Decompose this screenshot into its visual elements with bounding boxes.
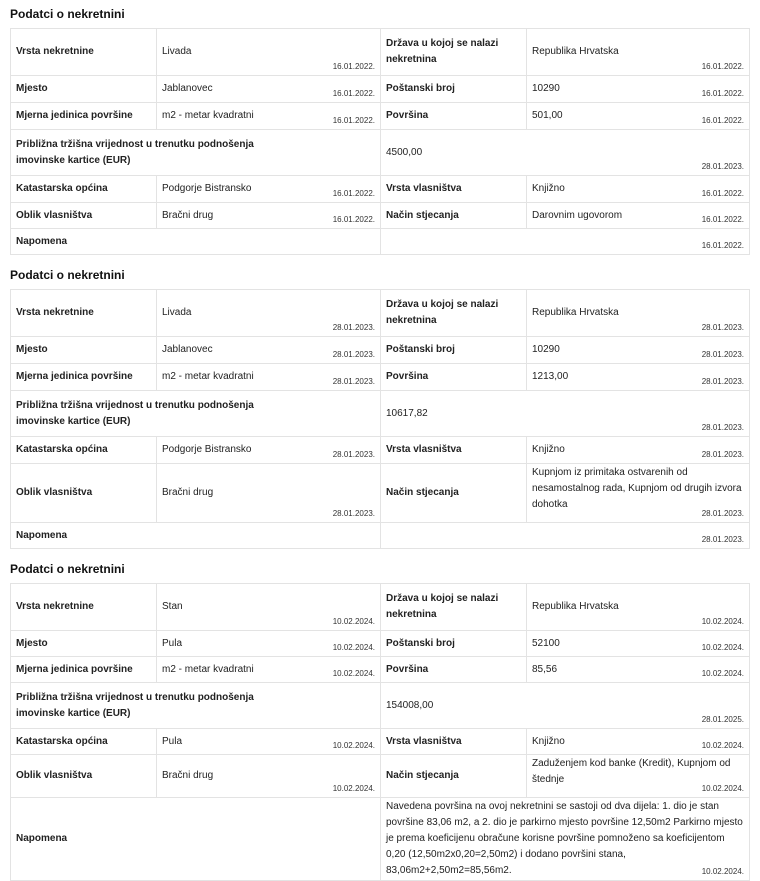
- field-date: 28.01.2023.: [701, 323, 744, 332]
- field-value: Bračni drug 16.01.2022.: [157, 203, 381, 229]
- field-date: 10.02.2024.: [332, 741, 375, 750]
- field-label: Površina: [381, 103, 527, 130]
- field-value: Knjižno 10.02.2024.: [527, 729, 750, 755]
- field-value: 85,56 10.02.2024.: [527, 657, 750, 683]
- field-date: 28.01.2023.: [701, 350, 744, 359]
- field-value: Zaduženjem kod banke (Kredit), Kupnjom od štednje 10.02.2024.: [527, 755, 750, 798]
- field-value: Podgorje Bistransko 16.01.2022.: [157, 176, 381, 203]
- field-date: 28.01.2023.: [701, 377, 744, 386]
- field-value: m2 - metar kvadratni 10.02.2024.: [157, 657, 381, 683]
- field-label: Površina: [381, 364, 527, 391]
- field-value: Jablanovec 16.01.2022.: [157, 76, 381, 103]
- field-label: Poštanski broj: [381, 337, 527, 364]
- property-table: [10, 28, 750, 255]
- field-value: Livada 16.01.2022.: [157, 29, 381, 76]
- field-label: Vrsta vlasništva: [381, 176, 527, 203]
- field-label: Mjerna jedinica površine: [11, 103, 157, 130]
- field-date: 10.02.2024.: [701, 617, 744, 626]
- table-row: [11, 755, 750, 798]
- field-label: Način stjecanja: [381, 755, 527, 798]
- field-value: Livada 28.01.2023.: [157, 290, 381, 337]
- field-date: 16.01.2022.: [701, 215, 744, 224]
- table-row: [11, 130, 750, 176]
- table-row: [11, 29, 750, 76]
- section-title: Podatci o nekretnini: [10, 268, 125, 282]
- field-date: 16.01.2022.: [701, 189, 744, 198]
- field-value: Stan 10.02.2024.: [157, 584, 381, 631]
- field-value: 10290 28.01.2023.: [527, 337, 750, 364]
- field-date: 16.01.2022.: [701, 89, 744, 98]
- field-value: 501,00 16.01.2022.: [527, 103, 750, 130]
- field-date: 10.02.2024.: [701, 669, 744, 678]
- field-label: Mjesto: [11, 631, 157, 657]
- table-row: [11, 337, 750, 364]
- field-label: Napomena: [11, 798, 381, 881]
- field-value: 1213,00 28.01.2023.: [527, 364, 750, 391]
- field-label: Napomena: [11, 523, 381, 549]
- field-value: m2 - metar kvadratni 28.01.2023.: [157, 364, 381, 391]
- field-date: 16.01.2022.: [701, 241, 744, 250]
- table-row: [11, 729, 750, 755]
- field-label: Vrsta vlasništva: [381, 729, 527, 755]
- field-label: Približna tržišna vrijednost u trenutku podnošenja imovinske kartice (EUR): [11, 683, 381, 729]
- table-row: [11, 391, 750, 437]
- field-value: Navedena površina na ovoj nekretnini se sastoji od dva dijela: 1. dio je stan površine 83,06 m2, a 2. dio je parkirno mjesto površine 12,50m2 Parkirno mjesto je prema koeficijenu obračune korisne površine pomnoženo sa koeficijentom 0,20 (12,50m2x0,20=2,50m2) i dodano površini stana, 83,06m2+2,50m2=85,56m2. 10.02.2024.: [381, 798, 750, 881]
- field-value: 154008,00 28.01.2025.: [381, 683, 750, 729]
- table-row: [11, 584, 750, 631]
- field-label: Poštanski broj: [381, 76, 527, 103]
- table-row: [11, 523, 750, 549]
- field-date: 28.01.2023.: [701, 423, 744, 432]
- table-row: [11, 437, 750, 464]
- table-row: [11, 464, 750, 523]
- field-label: Mjerna jedinica površine: [11, 364, 157, 391]
- field-date: 28.01.2023.: [332, 323, 375, 332]
- property-table: [10, 289, 750, 549]
- property-section: [10, 0, 750, 255]
- field-label: Površina: [381, 657, 527, 683]
- field-label: Država u kojoj se nalazi nekretnina: [381, 290, 527, 337]
- table-row: [11, 290, 750, 337]
- field-value: Republika Hrvatska 28.01.2023.: [527, 290, 750, 337]
- field-date: 16.01.2022.: [332, 62, 375, 71]
- section-title: Podatci o nekretnini: [10, 7, 125, 21]
- table-row: [11, 103, 750, 130]
- field-label: Vrsta nekretnine: [11, 29, 157, 76]
- field-date: 28.01.2023.: [701, 535, 744, 544]
- section-title: Podatci o nekretnini: [10, 562, 125, 576]
- property-table: [10, 583, 750, 881]
- field-date: 28.01.2023.: [701, 509, 744, 518]
- field-date: 28.01.2023.: [332, 350, 375, 359]
- field-label: Oblik vlasništva: [11, 203, 157, 229]
- field-value: Jablanovec 28.01.2023.: [157, 337, 381, 364]
- field-value: [381, 523, 750, 549]
- field-date: 10.02.2024.: [332, 669, 375, 678]
- field-value: Podgorje Bistransko 28.01.2023.: [157, 437, 381, 464]
- field-label: Država u kojoj se nalazi nekretnina: [381, 29, 527, 76]
- field-date: 28.01.2023.: [332, 450, 375, 459]
- field-label: Poštanski broj: [381, 631, 527, 657]
- table-row: [11, 364, 750, 391]
- field-label: Način stjecanja: [381, 203, 527, 229]
- field-date: 16.01.2022.: [332, 215, 375, 224]
- field-date: 16.01.2022.: [332, 89, 375, 98]
- field-date: 10.02.2024.: [701, 867, 744, 876]
- table-row: [11, 798, 750, 881]
- field-value: 10617,82 28.01.2023.: [381, 391, 750, 437]
- field-value: m2 - metar kvadratni 16.01.2022.: [157, 103, 381, 130]
- table-row: [11, 229, 750, 255]
- field-date: 28.01.2023.: [701, 450, 744, 459]
- field-date: 28.01.2023.: [332, 377, 375, 386]
- field-label: Napomena: [11, 229, 381, 255]
- field-label: Mjesto: [11, 337, 157, 364]
- field-date: 10.02.2024.: [332, 784, 375, 793]
- field-date: 10.02.2024.: [332, 643, 375, 652]
- field-value: Bračni drug 10.02.2024.: [157, 755, 381, 798]
- field-date: 16.01.2022.: [701, 116, 744, 125]
- field-value: 52100 10.02.2024.: [527, 631, 750, 657]
- field-label: Katastarska općina: [11, 729, 157, 755]
- field-date: 28.01.2023.: [701, 162, 744, 171]
- field-date: 16.01.2022.: [332, 116, 375, 125]
- field-label: Način stjecanja: [381, 464, 527, 523]
- field-date: 28.01.2025.: [701, 715, 744, 724]
- field-label: Vrsta nekretnine: [11, 290, 157, 337]
- property-section: [10, 267, 750, 549]
- table-row: [11, 657, 750, 683]
- table-row: [11, 683, 750, 729]
- field-date: 10.02.2024.: [701, 741, 744, 750]
- field-value: Republika Hrvatska 10.02.2024.: [527, 584, 750, 631]
- field-value: Knjižno 28.01.2023.: [527, 437, 750, 464]
- table-row: [11, 76, 750, 103]
- field-label: Vrsta nekretnine: [11, 584, 157, 631]
- field-value: Knjižno 16.01.2022.: [527, 176, 750, 203]
- field-value: Bračni drug 28.01.2023.: [157, 464, 381, 523]
- field-label: Približna tržišna vrijednost u trenutku podnošenja imovinske kartice (EUR): [11, 130, 381, 176]
- field-value: [381, 229, 750, 255]
- table-row: [11, 631, 750, 657]
- field-value: Kupnjom iz primitaka ostvarenih od nesamostalnog rada, Kupnjom od drugih izvora dohotka 28.01.2023.: [527, 464, 750, 523]
- field-label: Vrsta vlasništva: [381, 437, 527, 464]
- field-value: Darovnim ugovorom 16.01.2022.: [527, 203, 750, 229]
- field-label: Oblik vlasništva: [11, 464, 157, 523]
- field-value: Republika Hrvatska 16.01.2022.: [527, 29, 750, 76]
- field-value: 10290 16.01.2022.: [527, 76, 750, 103]
- field-label: Oblik vlasništva: [11, 755, 157, 798]
- field-date: 10.02.2024.: [701, 643, 744, 652]
- field-date: 16.01.2022.: [332, 189, 375, 198]
- field-label: Država u kojoj se nalazi nekretnina: [381, 584, 527, 631]
- field-value: Pula 10.02.2024.: [157, 631, 381, 657]
- field-date: 16.01.2022.: [701, 62, 744, 71]
- field-date: 10.02.2024.: [332, 617, 375, 626]
- field-value: 4500,00 28.01.2023.: [381, 130, 750, 176]
- field-label: Mjesto: [11, 76, 157, 103]
- field-label: Približna tržišna vrijednost u trenutku podnošenja imovinske kartice (EUR): [11, 391, 381, 437]
- field-label: Katastarska općina: [11, 176, 157, 203]
- table-row: [11, 176, 750, 203]
- field-date: 28.01.2023.: [332, 509, 375, 518]
- field-label: Katastarska općina: [11, 437, 157, 464]
- field-value: Pula 10.02.2024.: [157, 729, 381, 755]
- field-label: Mjerna jedinica površine: [11, 657, 157, 683]
- table-row: [11, 203, 750, 229]
- property-section: [10, 561, 750, 881]
- field-date: 10.02.2024.: [701, 784, 744, 793]
